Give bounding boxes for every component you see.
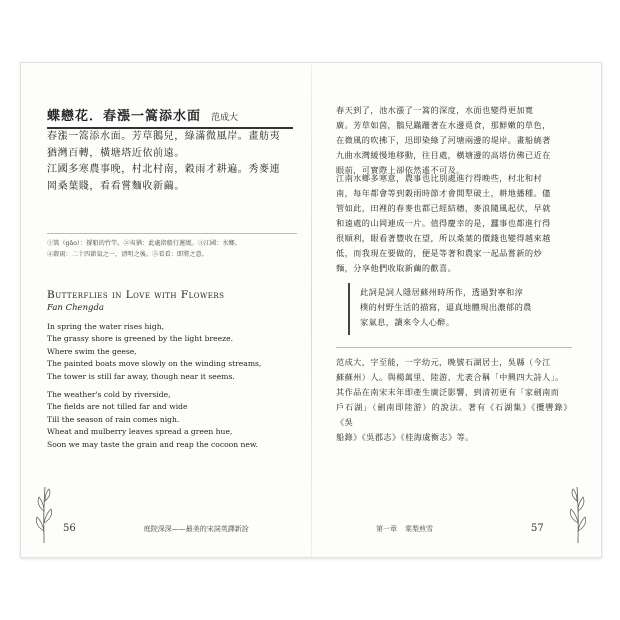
text-line: 廣。芳草如茵，鵝兒蹣跚著在水邊覓食，那鮮嫩的草色， bbox=[336, 120, 551, 130]
poem-line: 江國多寒農事晚，村北村南，穀雨才耕遍。秀麥連 bbox=[47, 164, 281, 175]
right-page bbox=[312, 63, 601, 557]
chinese-poem bbox=[47, 129, 297, 195]
text-line: 戶石湖」（劍南即陸游）的說法。著有《石湖集》《攬轡錄》《吳 bbox=[336, 402, 572, 427]
left-page bbox=[21, 63, 311, 557]
english-line: In spring the water rises high, bbox=[47, 322, 164, 331]
quote-bar bbox=[348, 283, 350, 335]
section-label: 棠梨煎雪 bbox=[405, 525, 433, 533]
english-title: Butterflies in Love with Flowers bbox=[47, 289, 225, 301]
poem-title: 蝶戀花．春漲一篙添水面 bbox=[47, 109, 202, 124]
english-line: The fields are not tilled far and wide bbox=[47, 402, 188, 412]
annotation-line: ①篙（gāo）：撐船的竹竿。②夷猶：此處指船行遲緩。③江國：水鄉。 bbox=[47, 240, 241, 247]
text-line: 其作品在南宋末年即產生廣泛影響，到清初更有「家劍南而 bbox=[336, 387, 560, 397]
english-poem bbox=[47, 321, 297, 451]
translation-paragraph bbox=[336, 103, 572, 178]
text-line: 范成大，字至能，一字幼元，晚號石湖居士，吳縣（今江 bbox=[336, 357, 551, 367]
text-line: 船錄》《吳郡志》《桂海虞衡志》等。 bbox=[336, 432, 474, 442]
page-number: 57 bbox=[531, 523, 544, 534]
english-line: The weather's cold by riverside, bbox=[47, 390, 171, 400]
left-footer bbox=[63, 523, 249, 534]
text-line: 低，而我現在要做的，便是等著和農家一起品嘗新的炒 bbox=[336, 248, 543, 258]
english-line: The painted boats move slowly on the winding streams, bbox=[47, 359, 262, 369]
poem-heading bbox=[47, 105, 293, 129]
text-line: 麵，分享他們收取新繭的歡喜。 bbox=[336, 263, 457, 273]
text-line: 春天到了，池水漲了一篙的深度，水面也變得更加寬 bbox=[336, 105, 534, 115]
text-line: 在微風的吹拂下，迅即染綠了河塘兩邊的堤岸。畫船繞著 bbox=[336, 135, 551, 145]
text-line: 眼前，可實際上卻依然遙不可及。 bbox=[336, 165, 465, 175]
text-line: 蘇蘇州）人。與楊萬里、陸游、尤袤合稱「中興四大詩人」。 bbox=[336, 372, 564, 382]
text-line: 九曲水灣緩慢地移動，往目處，橫塘邊的高塔仿佛已近在 bbox=[336, 150, 551, 160]
english-line: The grassy shore is greened by the light breeze. bbox=[47, 334, 234, 344]
english-line: Till the season of rain comes nigh. bbox=[47, 414, 180, 424]
text-line: 很順利，眼看著豐收在望，所以桑葉的價錢也變得越來越 bbox=[336, 233, 551, 243]
commentary-quote bbox=[360, 285, 572, 330]
page-number: 56 bbox=[63, 523, 76, 534]
poem-line: 春漲一篙添水面。芳草鵝兒，綠滿微風岸。畫舫夷 bbox=[47, 131, 281, 142]
floral-sprig-icon bbox=[565, 483, 591, 545]
text-line: 家氣息，讀來令人心醉。 bbox=[360, 317, 455, 327]
english-line: The tower is still far away, though near it seems. bbox=[47, 371, 235, 381]
author-bio bbox=[336, 355, 572, 445]
english-author: Fan Chengda bbox=[47, 303, 104, 313]
divider bbox=[336, 347, 572, 348]
running-title: 庭院深深——最美的宋詞英譯新詮 bbox=[143, 525, 249, 533]
poem-author: 范成大 bbox=[211, 113, 239, 123]
text-line: 南，每年都會等到穀雨時節才會開犁破土，耕地播種。儘 bbox=[336, 188, 551, 198]
floral-sprig-icon bbox=[31, 483, 57, 545]
poem-line: 猶灣百轉，橫塘塔近依前遠。 bbox=[47, 147, 185, 159]
text-line: 此詞是詞人隱居蘇州時所作，透過對寧和淳 bbox=[360, 287, 524, 297]
translation-paragraph bbox=[336, 171, 572, 276]
text-line: 江南水鄉多寒意，農事也比別處進行得晚些，村北和村 bbox=[336, 173, 543, 183]
annotation-line: ④穀雨：二十四節氣之一，清明之後。⑤看看：即將之意。 bbox=[47, 251, 208, 258]
right-footer bbox=[376, 523, 544, 534]
english-line: Soon we may taste the grain and reap the cocoon new. bbox=[47, 439, 258, 449]
poem-line: 岡桑葉賤，看看嘗麵收新繭。 bbox=[47, 180, 185, 192]
text-line: 樸的村野生活的描寫，逼真地體現出濃郁的農 bbox=[360, 302, 532, 312]
english-line: Where swim the geese, bbox=[47, 346, 137, 356]
annotations bbox=[47, 233, 297, 260]
chapter-label: 第一章 bbox=[376, 525, 397, 533]
book-spread bbox=[20, 62, 602, 558]
text-line: 和遠處的山岡連成一片。值得慶幸的是，蠶事也都進行得 bbox=[336, 218, 551, 228]
text-line: 管如此，田裡的春麥也都已經結穗，麥浪隨風起伏，早就 bbox=[336, 203, 551, 213]
english-line: Wheat and mulberry leaves spread a green hue, bbox=[47, 427, 233, 437]
